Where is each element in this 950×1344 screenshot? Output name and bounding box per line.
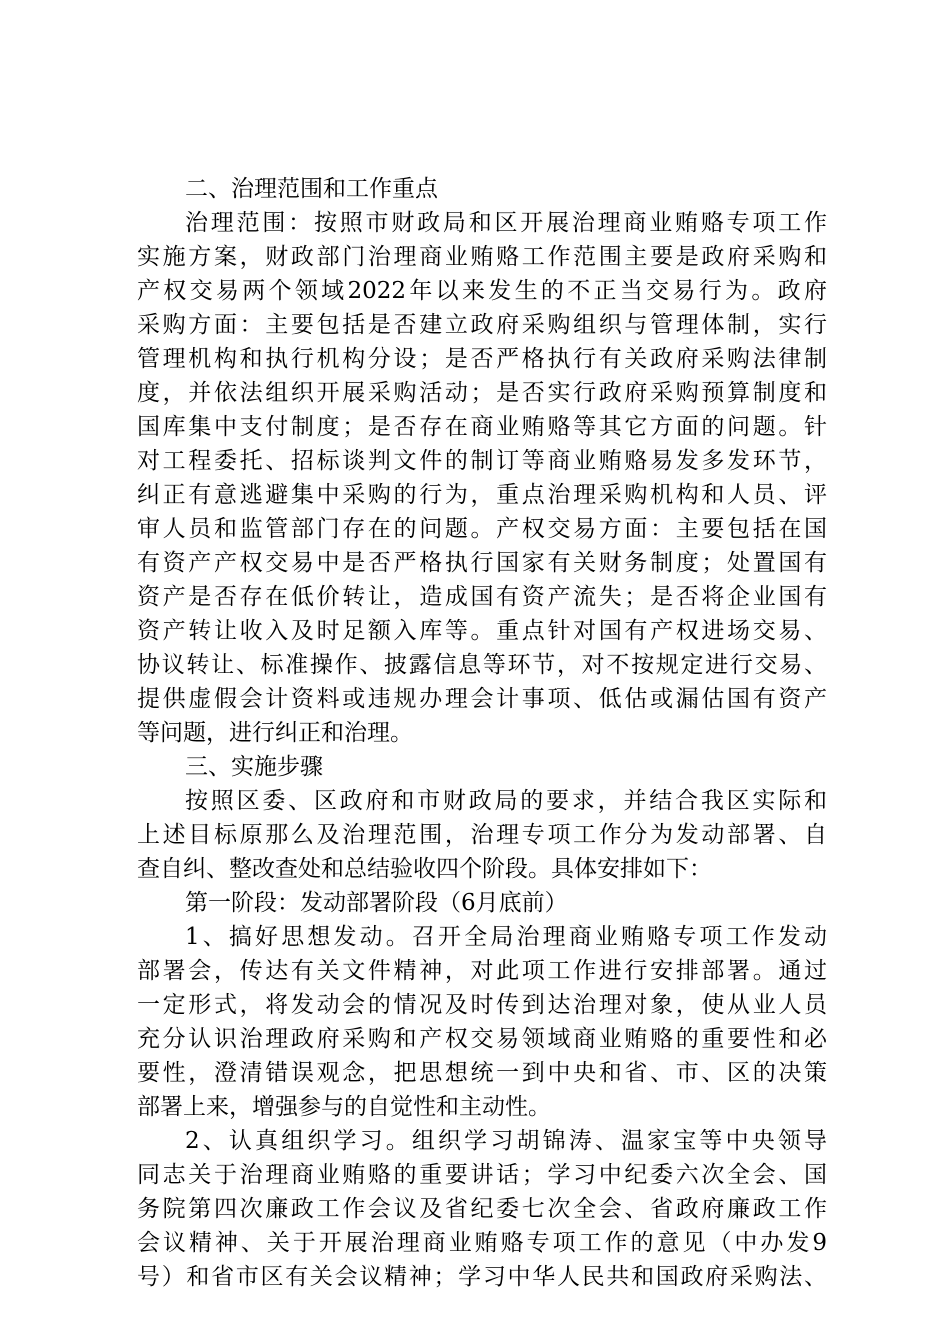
paragraph-line: 管理机构和执行机构分设；是否严格执行有关政府采购法律制 (137, 346, 827, 372)
paragraph-line: 上述目标原那么及治理范围，治理专项工作分为发动部署、自 (137, 822, 827, 848)
paragraph-line: 实施方案，财政部门治理商业贿赂工作范围主要是政府采购和 (137, 244, 827, 270)
stage-heading: 第一阶段：发动部署阶段（6月底前） (185, 890, 568, 916)
paragraph-line: 务院第四次廉政工作会议及省纪委七次全会、省政府廉政工作 (137, 1196, 827, 1222)
paragraph-line: 对工程委托、招标谈判文件的制订等商业贿赂易发多发环节， (137, 448, 827, 474)
paragraph-line: 充分认识治理政府采购和产权交易领域商业贿赂的重要性和必 (137, 1026, 827, 1052)
paragraph-line: 1、搞好思想发动。召开全局治理商业贿赂专项工作发动 (185, 924, 827, 950)
paragraph-line: 度，并依法组织开展采购活动；是否实行政府采购预算制度和 (137, 380, 827, 406)
paragraph-line: 部署会，传达有关文件精神，对此项工作进行安排部署。通过 (137, 958, 827, 984)
paragraph-line: 资产是否存在低价转让，造成国有资产流失；是否将企业国有 (137, 584, 827, 610)
paragraph-line: 纠正有意逃避集中采购的行为，重点治理采购机构和人员、评 (137, 482, 827, 508)
paragraph-line: 协议转让、标准操作、披露信息等环节，对不按规定进行交易、 (137, 652, 827, 678)
paragraph-line: 有资产产权交易中是否严格执行国家有关财务制度；处置国有 (137, 550, 827, 576)
paragraph-line: 会议精神、关于开展治理商业贿赂专项工作的意见（中办发9 (137, 1230, 827, 1256)
paragraph-line: 国库集中支付制度；是否存在商业贿赂等其它方面的问题。针 (137, 414, 827, 440)
paragraph-line: 部署上来，增强参与的自觉性和主动性。 (137, 1094, 551, 1120)
section-heading-steps: 三、实施步骤 (185, 754, 323, 780)
paragraph-line: 查自纠、整改查处和总结验收四个阶段。具体安排如下： (137, 856, 712, 882)
paragraph-line: 治理范围：按照市财政局和区开展治理商业贿赂专项工作 (185, 210, 827, 236)
paragraph-line: 资产转让收入及时足额入库等。重点针对国有产权进场交易、 (137, 618, 827, 644)
paragraph-line: 号）和省市区有关会议精神；学习中华人民共和国政府采购法、 (137, 1264, 827, 1290)
paragraph-line: 等问题，进行纠正和治理。 (137, 720, 413, 746)
paragraph-line: 要性，澄清错误观念，把思想统一到中央和省、市、区的决策 (137, 1060, 827, 1086)
paragraph-line: 提供虚假会计资料或违规办理会计事项、低估或漏估国有资产 (137, 686, 827, 712)
paragraph-line: 产权交易两个领域2022年以来发生的不正当交易行为。政府 (137, 278, 827, 304)
paragraph-line: 审人员和监管部门存在的问题。产权交易方面：主要包括在国 (137, 516, 827, 542)
document-body (137, 172, 827, 1294)
paragraph-line: 同志关于治理商业贿赂的重要讲话；学习中纪委六次全会、国 (137, 1162, 827, 1188)
paragraph-line: 采购方面：主要包括是否建立政府采购组织与管理体制，实行 (137, 312, 827, 338)
paragraph-line: 按照区委、区政府和市财政局的要求，并结合我区实际和 (185, 788, 827, 814)
paragraph-line: 一定形式，将发动会的情况及时传到达治理对象，使从业人员 (137, 992, 827, 1018)
paragraph-line: 2、认真组织学习。组织学习胡锦涛、温家宝等中央领导 (185, 1128, 827, 1154)
section-heading-scope: 二、治理范围和工作重点 (185, 176, 438, 202)
